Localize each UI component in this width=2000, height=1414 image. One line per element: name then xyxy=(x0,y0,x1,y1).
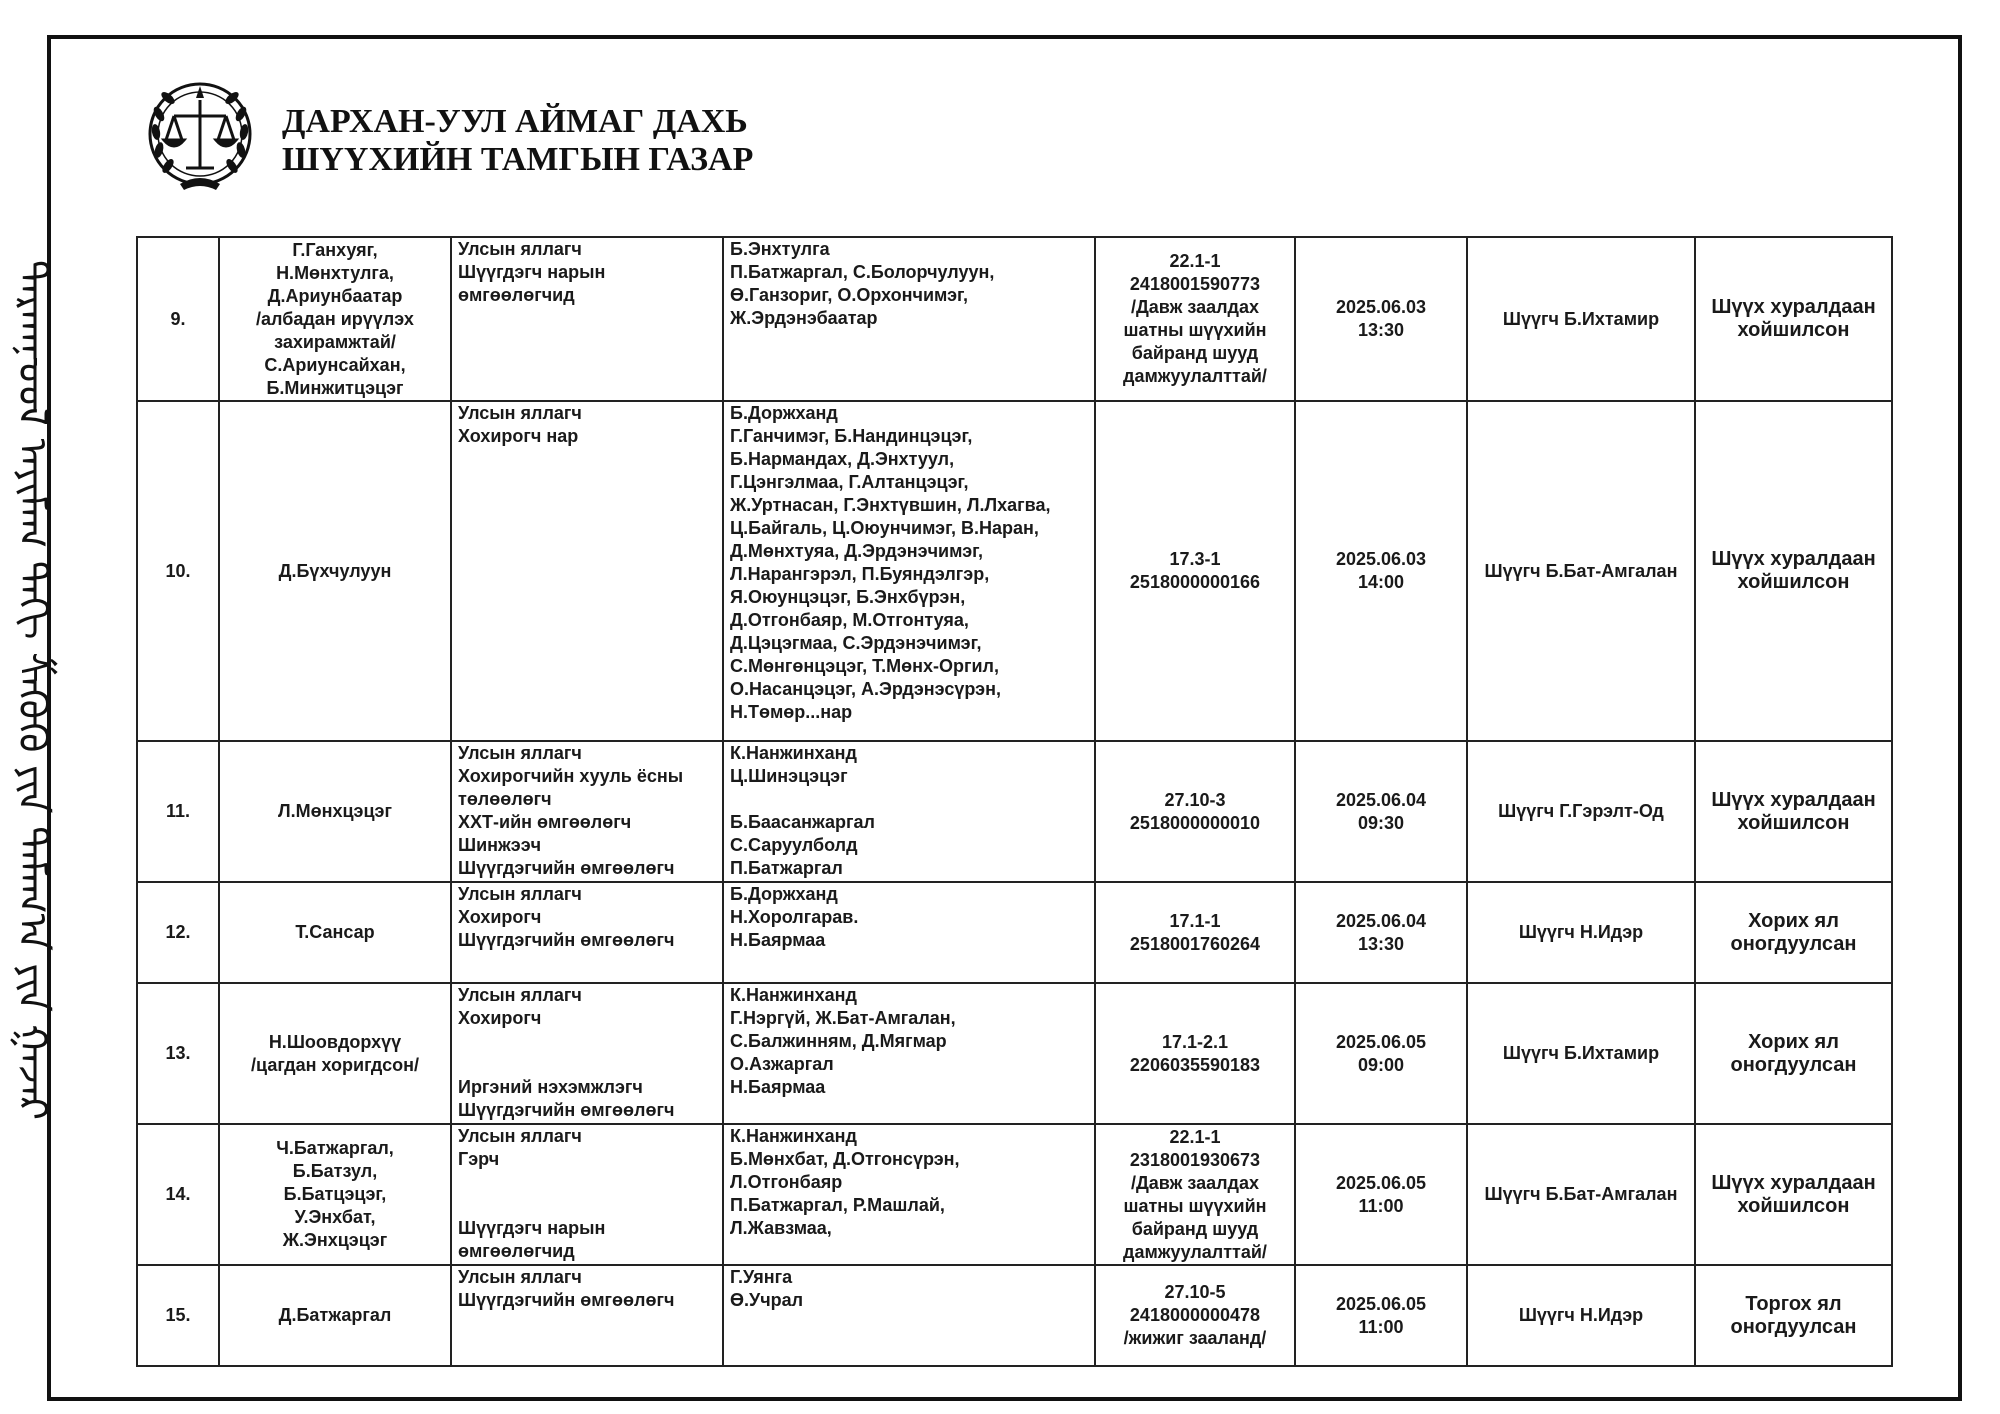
court-emblem-icon xyxy=(140,72,260,202)
participant-roles-cell xyxy=(451,1265,723,1366)
article-and-case-id-line: 2418001590773 xyxy=(1129,274,1261,294)
defendant-names-line: Д.Батжаргал xyxy=(278,1305,392,1325)
participant-roles-cell xyxy=(451,741,723,882)
hearing-datetime-line: 13:30 xyxy=(1357,933,1405,954)
participant-names-line: Г.Нэргүй, Ж.Бат-Амгалан, xyxy=(730,1008,956,1028)
participant-names-line: Г.Ганчимэг, Б.Нандинцэцэг, xyxy=(730,426,973,446)
participant-roles-line: Улсын яллагч xyxy=(458,743,582,763)
defendant-names-line: /албадан ирүүлэх xyxy=(256,308,414,329)
defendant-names-cell xyxy=(219,741,451,882)
case-number-cell: 15. xyxy=(137,1265,219,1366)
article-and-case-id-line: 2206035590183 xyxy=(1129,1054,1261,1075)
participant-names-cell xyxy=(723,1124,1095,1265)
table-row xyxy=(137,882,1892,983)
table-row xyxy=(137,401,1892,741)
participant-names-line: С.Балжинням, Д.Мягмар xyxy=(730,1031,947,1051)
participant-names-line: О.Азжаргал xyxy=(730,1054,834,1074)
participant-roles-cell xyxy=(451,983,723,1124)
hearing-datetime-line: 2025.06.05 xyxy=(1335,1031,1427,1052)
defendant-names-line: Б.Минжитцэцэг xyxy=(266,377,404,398)
participant-names-line: Г.Уянга xyxy=(730,1267,793,1287)
hearing-result-line: хойшилсон xyxy=(1737,1194,1850,1217)
defendant-names-cell xyxy=(219,1265,451,1366)
case-number-cell: 9. xyxy=(137,237,219,401)
participant-names-line: Л.Жавзмаа, xyxy=(730,1218,832,1238)
defendant-names-line: Ч.Батжаргал, xyxy=(276,1138,394,1158)
hearing-result-line: оногдуулсан xyxy=(1730,1053,1857,1076)
hearing-datetime-cell xyxy=(1295,882,1467,983)
article-and-case-id-cell xyxy=(1095,237,1295,401)
hearing-result-line: хойшилсон xyxy=(1737,811,1850,834)
defendant-names-cell xyxy=(219,401,451,741)
hearing-result-line: Шүүх хуралдаан xyxy=(1711,296,1876,318)
article-and-case-id-line: 17.1-1 xyxy=(1169,910,1221,931)
article-and-case-id-cell xyxy=(1095,882,1295,983)
hearing-result-line: Торгох ял xyxy=(1745,1292,1842,1315)
article-and-case-id-line: 22.1-1 xyxy=(1169,1126,1221,1147)
article-and-case-id-line: /Давж заалдах xyxy=(1130,1172,1260,1193)
article-and-case-id-line: дамжуулалттай/ xyxy=(1123,366,1267,386)
presiding-judge-cell: Шүүгч Б.Бат-Амгалан xyxy=(1467,1124,1695,1265)
defendant-names-line: /цагдан хоригдсон/ xyxy=(251,1054,419,1075)
participant-roles-line: Улсын яллагч xyxy=(458,884,582,904)
hearing-datetime-cell xyxy=(1295,237,1467,401)
participant-roles-line: Улсын яллагч xyxy=(458,985,582,1005)
defendant-names-line: С.Ариунсайхан, xyxy=(264,354,406,375)
participant-roles-line: Гэрч xyxy=(458,1149,500,1169)
hearing-result-line: Шүүх хуралдаан xyxy=(1711,788,1876,811)
defendant-names-line: Б.Батцэцэг, xyxy=(283,1184,387,1204)
article-and-case-id-line: шатны шүүхийн xyxy=(1123,320,1267,340)
hearing-result-line: оногдуулсан xyxy=(1730,932,1857,955)
participant-roles-line: Улсын яллагч xyxy=(458,1267,582,1287)
hearing-datetime-line: 09:00 xyxy=(1357,1054,1405,1075)
hearing-result-cell xyxy=(1695,237,1892,401)
table-row xyxy=(137,237,1892,401)
hearing-result-cell xyxy=(1695,1124,1892,1265)
hearing-datetime-line: 2025.06.03 xyxy=(1335,297,1427,317)
hearing-datetime-line: 2025.06.05 xyxy=(1335,1172,1427,1193)
participant-roles-line: Улсын яллагч xyxy=(458,239,582,259)
presiding-judge-cell: Шүүгч Б.Бат-Амгалан xyxy=(1467,401,1695,741)
participant-names-line: Ц.Шинэцэцэг xyxy=(730,766,848,786)
case-number-cell: 12. xyxy=(137,882,219,983)
hearing-datetime-cell xyxy=(1295,741,1467,882)
hearing-result-cell xyxy=(1695,741,1892,882)
participant-roles-line: Улсын яллагч xyxy=(458,1126,582,1146)
hearing-result-line: Хорих ял xyxy=(1748,1030,1839,1053)
schedule-body xyxy=(137,237,1892,1366)
participant-names-line: Д.Цэцэгмаа, С.Эрдэнэчимэг, xyxy=(730,633,982,653)
participant-roles-line: Иргэний нэхэмжлэгч xyxy=(458,1077,643,1097)
hearing-datetime-cell xyxy=(1295,983,1467,1124)
participant-roles-line xyxy=(458,1030,716,1053)
article-and-case-id-line: 2418000000478 xyxy=(1129,1305,1261,1325)
participant-roles-line: Шүүгдэгч нарын xyxy=(458,1218,606,1238)
participant-names-line: Б.Доржханд xyxy=(730,884,838,904)
article-and-case-id-line: шатны шүүхийн xyxy=(1123,1195,1267,1216)
participant-names-line: Д.Отгонбаяр, М.Отгонтуяа, xyxy=(730,610,969,630)
defendant-names-line: Н.Мөнхтулга, xyxy=(276,262,394,283)
participant-names-line: Б.Баасанжаргал xyxy=(730,812,875,832)
participant-roles-line: Шүүгдэгчийн өмгөөлөгч xyxy=(458,858,675,878)
article-and-case-id-cell xyxy=(1095,1265,1295,1366)
table-row xyxy=(137,741,1892,882)
participant-roles-line: Хохирогч нар xyxy=(458,426,579,446)
hearing-datetime-cell xyxy=(1295,1124,1467,1265)
table-row xyxy=(137,1124,1892,1265)
defendant-names-line: захирамжтай/ xyxy=(274,331,396,352)
article-and-case-id-line: 27.10-3 xyxy=(1164,789,1226,810)
article-and-case-id-line: 2518001760264 xyxy=(1129,933,1261,954)
hearing-datetime-line: 11:00 xyxy=(1358,1316,1404,1337)
table-row xyxy=(137,1265,1892,1366)
defendant-names-line: Д.Бүхчулуун xyxy=(278,560,392,581)
participant-roles-line xyxy=(458,1053,716,1076)
participant-names-line: Ж.Уртнасан, Г.Энхтүвшин, Л.Лхагва, xyxy=(730,495,1051,515)
participant-roles-line: Улсын яллагч xyxy=(458,403,582,423)
participant-names-line: К.Нанжинханд xyxy=(730,743,857,763)
hearing-result-line: хойшилсон xyxy=(1737,571,1850,593)
participant-names-line: Л.Нарангэрэл, П.Буяндэлгэр, xyxy=(730,564,990,584)
hearing-result-cell xyxy=(1695,882,1892,983)
participant-names-line: Н.Төмөр...нар xyxy=(730,702,853,722)
organization-title xyxy=(282,103,753,179)
hearing-datetime-cell xyxy=(1295,1265,1467,1366)
participant-names-line: П.Батжаргал xyxy=(730,858,843,878)
participant-names-line: Б.Доржханд xyxy=(730,403,838,423)
participant-roles-line xyxy=(458,1171,716,1194)
hearing-datetime-line: 2025.06.03 xyxy=(1335,549,1427,569)
article-and-case-id-line: байранд шууд xyxy=(1131,1218,1259,1239)
participant-names-line: П.Батжаргал, Р.Машлай, xyxy=(730,1195,945,1215)
table-row xyxy=(137,983,1892,1124)
participant-roles-line: Шүүгдэгч нарын xyxy=(458,262,606,282)
article-and-case-id-line: /Давж заалдах xyxy=(1130,297,1260,317)
vertical-script-text: ᠳᠠᠷᠬᠠᠨ᠊ᠤᠤᠯ ᠠᠶᠢᠮᠠᠭ ᠳᠠᠬᠢ ᠱᠡᠭᠦᠬᠦ ᠶᠢᠨ ᠲᠠᠮᠠᠭ᠎ᠠ ᠶᠢᠨ ᠭᠠᠵᠠᠷ xyxy=(9,259,55,1121)
participant-names-line: Л.Отгонбаяр xyxy=(730,1172,843,1192)
vertical-mongolian-script xyxy=(9,225,70,1155)
article-and-case-id-line: /жижиг зааланд/ xyxy=(1123,1328,1267,1348)
participant-roles-line: төлөөлөгч xyxy=(458,789,552,809)
defendant-names-line: Б.Батзул, xyxy=(292,1161,378,1181)
hearing-datetime-line: 2025.06.04 xyxy=(1335,789,1427,810)
defendant-names-cell xyxy=(219,1124,451,1265)
participant-names-line: Б.Мөнхбат, Д.Отгонсүрэн, xyxy=(730,1149,960,1169)
participant-names-line: О.Насанцэцэг, А.Эрдэнэсүрэн, xyxy=(730,679,1001,699)
participant-roles-cell xyxy=(451,401,723,741)
participant-names-line: П.Батжаргал, С.Болорчулуун, xyxy=(730,262,995,282)
hearing-result-line: оногдуулсан xyxy=(1730,1315,1857,1338)
participant-names-cell xyxy=(723,882,1095,983)
presiding-judge-cell: Шүүгч Н.Идэр xyxy=(1467,882,1695,983)
article-and-case-id-line: байранд шууд xyxy=(1131,343,1259,363)
presiding-judge-cell: Шүүгч Б.Ихтамир xyxy=(1467,983,1695,1124)
participant-names-line: Ж.Эрдэнэбаатар xyxy=(730,308,878,328)
article-and-case-id-cell xyxy=(1095,983,1295,1124)
participant-roles-line: Шүүгдэгчийн өмгөөлөгч xyxy=(458,1100,675,1120)
participant-roles-line: Хохирогч xyxy=(458,907,542,927)
defendant-names-cell xyxy=(219,237,451,401)
defendant-names-line: Л.Мөнхцэцэг xyxy=(277,801,392,821)
participant-names-line: К.Нанжинханд xyxy=(730,985,857,1005)
presiding-judge-cell: Шүүгч Г.Гэрэлт-Од xyxy=(1467,741,1695,882)
hearing-datetime-line: 13:30 xyxy=(1357,320,1405,340)
hearing-datetime-line: 2025.06.05 xyxy=(1335,1293,1427,1314)
defendant-names-line: Д.Ариунбаатар xyxy=(267,285,403,306)
participant-roles-line: Хохирогч xyxy=(458,1008,542,1028)
article-and-case-id-line: 27.10-5 xyxy=(1164,1282,1226,1302)
hearing-result-line: Хорих ял xyxy=(1748,909,1839,932)
participant-roles-line: Шүүгдэгчийн өмгөөлөгч xyxy=(458,930,675,950)
case-number-cell: 11. xyxy=(137,741,219,882)
article-and-case-id-cell xyxy=(1095,1124,1295,1265)
hearing-datetime-cell xyxy=(1295,401,1467,741)
participant-names-line: К.Нанжинханд xyxy=(730,1126,857,1146)
title-line-1: ДАРХАН-УУЛ АЙМАГ ДАХЬ xyxy=(282,103,748,140)
participant-names-line xyxy=(730,788,1088,811)
participant-names-line: Н.Хоролгарав. xyxy=(730,907,859,927)
hearing-datetime-line: 11:00 xyxy=(1358,1195,1404,1216)
hearing-schedule-table xyxy=(136,236,1893,1367)
participant-names-line: Ө.Учрал xyxy=(730,1290,804,1310)
case-number-cell: 10. xyxy=(137,401,219,741)
defendant-names-line: Т.Сансар xyxy=(295,922,375,942)
participant-roles-line: Хохирогчийн хууль ёсны xyxy=(458,766,684,786)
article-and-case-id-line: 22.1-1 xyxy=(1169,251,1221,271)
participant-roles-line: ХХТ-ийн өмгөөлөгч xyxy=(458,812,632,832)
presiding-judge-cell: Шүүгч Н.Идэр xyxy=(1467,1265,1695,1366)
participant-names-cell xyxy=(723,983,1095,1124)
hearing-result-line: Шүүх хуралдаан xyxy=(1711,548,1876,570)
participant-names-cell xyxy=(723,741,1095,882)
article-and-case-id-line: 17.3-1 xyxy=(1169,549,1221,569)
hearing-result-line: Шүүх хуралдаан xyxy=(1711,1171,1876,1194)
article-and-case-id-line: дамжуулалттай/ xyxy=(1123,1241,1267,1262)
article-and-case-id-cell xyxy=(1095,741,1295,882)
participant-names-line: Я.Оюунцэцэг, Б.Энхбүрэн, xyxy=(730,587,966,607)
participant-roles-line: Шинжээч xyxy=(458,835,542,855)
participant-names-line: Б.Энхтулга xyxy=(730,239,830,259)
participant-names-line: Б.Нармандах, Д.Энхтуул, xyxy=(730,449,955,469)
article-and-case-id-cell xyxy=(1095,401,1295,741)
defendant-names-line: Н.Шоовдорхүү xyxy=(268,1031,402,1052)
case-number-cell: 13. xyxy=(137,983,219,1124)
participant-names-cell xyxy=(723,237,1095,401)
participant-names-line: С.Саруулболд xyxy=(730,835,858,855)
defendant-names-cell xyxy=(219,983,451,1124)
participant-roles-cell xyxy=(451,882,723,983)
defendant-names-line: У.Энхбат, xyxy=(294,1207,376,1227)
participant-names-cell xyxy=(723,1265,1095,1366)
defendant-names-line: Ж.Энхцэцэг xyxy=(282,1230,388,1250)
hearing-result-cell xyxy=(1695,1265,1892,1366)
hearing-datetime-line: 09:30 xyxy=(1357,812,1405,833)
article-and-case-id-line: 2518000000010 xyxy=(1129,812,1261,833)
participant-names-line: Ө.Ганзориг, О.Орхончимэг, xyxy=(730,285,968,305)
participant-roles-cell xyxy=(451,237,723,401)
participant-names-line: Н.Баярмаа xyxy=(730,1077,826,1097)
article-and-case-id-line: 17.1-2.1 xyxy=(1161,1031,1229,1052)
defendant-names-line: Г.Ганхуяг, xyxy=(292,239,378,260)
participant-names-line: Н.Баярмаа xyxy=(730,930,826,950)
participant-roles-line: өмгөөлөгчид xyxy=(458,285,575,305)
participant-names-line: Г.Цэнгэлмаа, Г.Алтанцэцэг, xyxy=(730,472,969,492)
presiding-judge-cell: Шүүгч Б.Ихтамир xyxy=(1467,237,1695,401)
case-number-cell: 14. xyxy=(137,1124,219,1265)
defendant-names-cell xyxy=(219,882,451,983)
participant-names-line: С.Мөнгөнцэцэг, Т.Мөнх-Оргил, xyxy=(730,656,999,676)
article-and-case-id-line: 2318001930673 xyxy=(1129,1149,1261,1170)
participant-roles-line: өмгөөлөгчид xyxy=(458,1241,575,1261)
participant-roles-line xyxy=(458,1194,716,1217)
participant-names-line: Ц.Байгаль, Ц.Оюунчимэг, В.Наран, xyxy=(730,518,1039,538)
hearing-result-cell xyxy=(1695,401,1892,741)
hearing-result-cell xyxy=(1695,983,1892,1124)
title-line-2: ШҮҮХИЙН ТАМГЫН ГАЗАР xyxy=(282,141,754,178)
participant-names-line: Д.Мөнхтуяа, Д.Эрдэнэчимэг, xyxy=(730,541,984,561)
hearing-datetime-line: 2025.06.04 xyxy=(1335,910,1427,931)
hearing-result-line: хойшилсон xyxy=(1737,319,1850,341)
participant-names-cell xyxy=(723,401,1095,741)
article-and-case-id-line: 2518000000166 xyxy=(1129,572,1261,592)
hearing-datetime-line: 14:00 xyxy=(1357,572,1405,592)
participant-roles-line: Шүүгдэгчийн өмгөөлөгч xyxy=(458,1290,675,1310)
participant-roles-cell xyxy=(451,1124,723,1265)
